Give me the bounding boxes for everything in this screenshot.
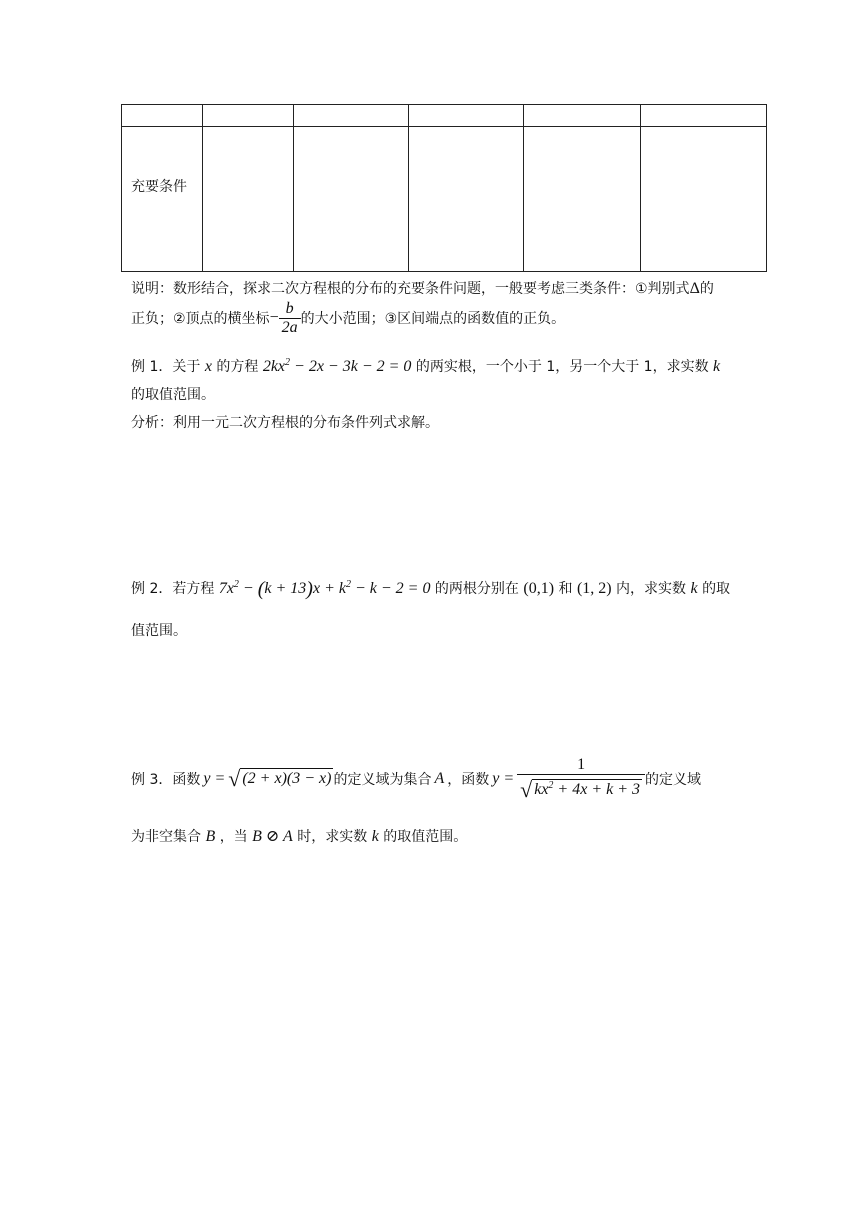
note-text: 说明：数形结合，探求二次方程根的分布的充要条件问题，一般要考虑三类条件：①判别式 <box>131 281 690 297</box>
example-1-line-1 <box>131 356 720 376</box>
set-a: A <box>434 770 445 787</box>
equation <box>263 358 412 375</box>
subset-expression: B ⊘ A <box>252 828 293 845</box>
equation-term: − <box>242 580 254 597</box>
example-text: 的定义域为集合 <box>333 772 432 788</box>
table-col-line <box>640 104 641 272</box>
fraction-denominator <box>517 774 645 803</box>
equation-term: − 2x − 3k − 2 = 0 <box>294 358 412 375</box>
equation-term: + 4x + k + 3 <box>557 780 641 798</box>
table-border-top <box>121 104 767 105</box>
table-col-line <box>202 104 203 272</box>
equation-term: 2kx <box>262 358 286 375</box>
example-3-line-2 <box>131 826 467 846</box>
table-col-line <box>523 104 524 272</box>
equation-term: 7x <box>218 580 234 597</box>
radical-sign: √ <box>228 766 241 791</box>
table-row-divider <box>121 126 767 127</box>
example-text: ，当 <box>219 829 248 845</box>
exponent: 2 <box>233 579 239 590</box>
fraction-denominator: 2a <box>279 318 301 337</box>
variable-k: k <box>713 358 721 375</box>
table-col-line <box>408 104 409 272</box>
example-label: 例 1．关于 <box>131 359 201 375</box>
example-2-line-1 <box>131 578 730 601</box>
interval: (1, 2) <box>576 580 612 597</box>
example-text: 和 <box>558 581 573 597</box>
table-border-bottom <box>121 271 767 272</box>
example-text: 为非空集合 <box>131 829 201 845</box>
note-line-2 <box>131 293 565 343</box>
fraction-domain <box>517 756 645 803</box>
example-text: 内，求实数 <box>616 581 687 597</box>
paren: ) <box>306 578 313 600</box>
fraction-numerator: 1 <box>577 755 586 773</box>
radicand <box>532 779 642 799</box>
fraction-numerator: b <box>285 299 294 317</box>
example-text: 的方程 <box>216 359 259 375</box>
minus-sign: − <box>269 309 279 326</box>
fraction-b-over-2a <box>279 300 301 337</box>
set-b: B <box>205 828 216 845</box>
example-3-line-1 <box>131 755 701 803</box>
equation-term: x + k <box>312 580 346 597</box>
exponent: 2 <box>285 357 291 368</box>
variable-k: k <box>371 828 379 845</box>
table-col-line <box>293 104 294 272</box>
variable-x: x <box>204 358 212 375</box>
note-text: 的 <box>699 281 714 297</box>
example-label: 例 2．若方程 <box>131 581 215 597</box>
example-label: 例 3．函数 <box>131 772 201 788</box>
equation-term: − k − 2 = 0 <box>354 580 431 597</box>
example-1-analysis: 分析：利用一元二次方程根的分布条件列式求解。 <box>131 415 439 431</box>
sqrt-expression <box>228 766 333 792</box>
radical-sign: √ <box>520 776 533 802</box>
note-text: 的大小范围；③区间端点的函数值的正负。 <box>300 311 566 327</box>
equation-term: k + 13 <box>264 580 307 597</box>
table-row-label: 充要条件 <box>131 179 187 195</box>
radicand: (2 + x)(3 − x) <box>242 770 332 787</box>
example-text: 的两实根，一个小于 1，另一个大于 1，求实数 <box>415 359 709 375</box>
example-text: 的两根分别在 <box>434 581 519 597</box>
exponent: 2 <box>345 579 351 590</box>
example-text: ，函数 <box>447 772 490 788</box>
example-text: 的取值范围。 <box>383 829 468 845</box>
note-text: 正负；②顶点的横坐标 <box>131 311 270 327</box>
delta-symbol: Δ <box>689 280 700 297</box>
example-text: 时，求实数 <box>297 829 368 845</box>
example-text: 的取 <box>702 581 731 597</box>
variable-k: k <box>690 580 698 597</box>
equation-term: kx <box>534 780 549 798</box>
paren: ( <box>257 578 265 600</box>
interval: (0,1) <box>523 580 555 597</box>
equation-term: y = <box>492 770 515 787</box>
condition-table <box>121 104 767 272</box>
example-2-line-2: 值范围。 <box>131 623 187 639</box>
equation <box>218 578 431 600</box>
exponent: 2 <box>548 779 554 791</box>
equation-term: y = <box>203 770 226 787</box>
example-1-line-2: 的取值范围。 <box>131 387 215 403</box>
table-col-line <box>121 104 122 272</box>
table-col-line <box>766 104 767 272</box>
example-text: 的定义域 <box>645 772 702 788</box>
